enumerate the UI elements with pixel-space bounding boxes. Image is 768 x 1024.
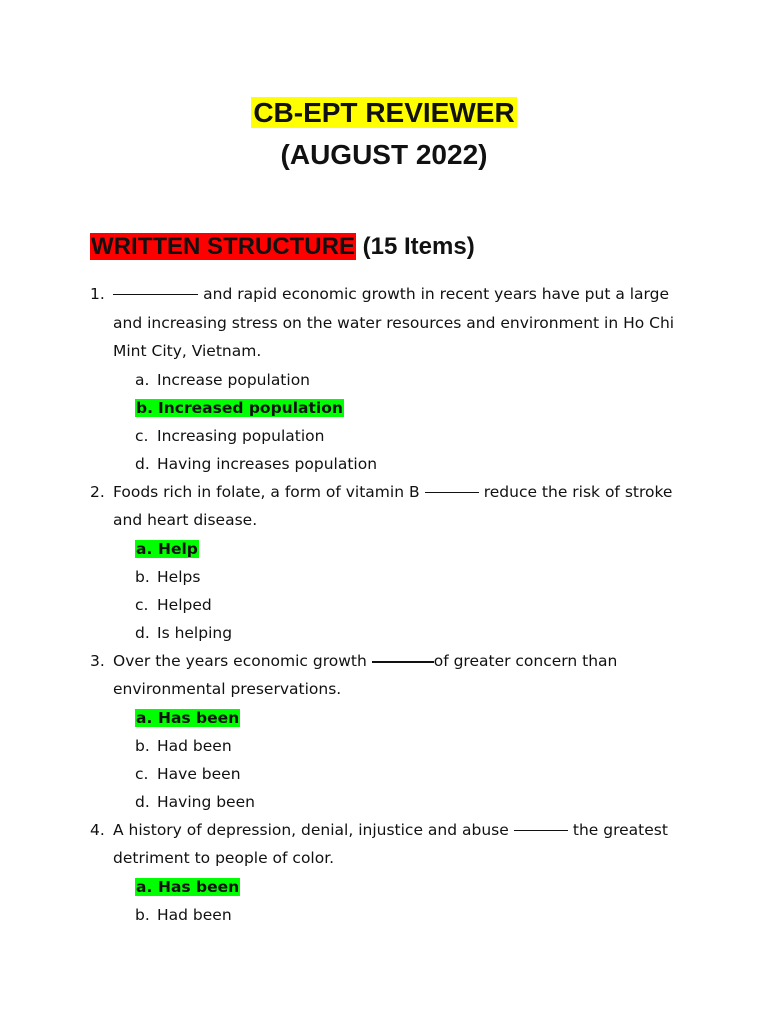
option-letter: d.: [135, 454, 150, 473]
document-title: CB-EPT REVIEWER: [253, 97, 515, 128]
option-text: Is helping: [157, 623, 233, 642]
option-content: [135, 765, 241, 783]
option-letter: c.: [135, 595, 149, 614]
option-text: Having been: [157, 792, 255, 811]
option-content: [135, 793, 255, 811]
correct-option: [135, 394, 690, 422]
option-content: [135, 624, 232, 642]
answer-option: [135, 422, 690, 450]
answer-option: [135, 366, 690, 394]
option-text: Increase population: [157, 370, 311, 389]
option-letter: b.: [135, 905, 150, 924]
option-content: [135, 371, 310, 389]
option-text: Helped: [157, 595, 212, 614]
answer-option: [135, 732, 690, 760]
title-line: [0, 92, 768, 134]
option-letter: d.: [135, 623, 150, 642]
option-content: [135, 568, 200, 586]
option-content: [135, 596, 212, 614]
section-heading: [90, 226, 475, 268]
question-text: [113, 816, 690, 873]
option-letter: b.: [135, 736, 150, 755]
answer-option: [135, 591, 690, 619]
question-text: [113, 478, 690, 535]
option-content: [135, 540, 199, 558]
option-letter: b.: [136, 398, 153, 417]
option-content: [135, 737, 232, 755]
option-content: [135, 878, 240, 896]
question-text-after: reduce the risk of stroke and heart disease.: [113, 482, 673, 529]
option-list: [90, 873, 690, 929]
option-letter: a.: [136, 539, 153, 558]
section-label: WRITTEN STRUCTURE: [91, 233, 355, 260]
question-item: [90, 816, 690, 929]
question-text-after: of greater concern than environmental preservations.: [113, 651, 618, 698]
option-list: [90, 535, 690, 647]
answer-option: [135, 760, 690, 788]
option-content: [135, 906, 232, 924]
correct-option: [135, 704, 690, 732]
document-subtitle: (AUGUST 2022): [280, 139, 488, 170]
section-item-count: (15 Items): [355, 233, 475, 260]
question-item: [90, 478, 690, 647]
question-text-before: Over the years economic growth: [113, 651, 372, 670]
question-number: 4.: [90, 820, 105, 839]
option-text: Have been: [157, 764, 241, 783]
answer-option: [135, 450, 690, 478]
option-text: Had been: [157, 736, 232, 755]
answer-option: [135, 619, 690, 647]
question-text: [113, 647, 690, 704]
document-header: [0, 92, 768, 176]
question-number: 2.: [90, 482, 105, 501]
option-letter: c.: [135, 764, 149, 783]
option-content: [135, 709, 240, 727]
option-text: Increasing population: [157, 426, 325, 445]
question-list: [90, 280, 690, 929]
answer-blank: [372, 647, 434, 663]
question-text-after: the greatest detriment to people of color.: [113, 820, 668, 867]
option-letter: c.: [135, 426, 149, 445]
answer-blank: [113, 280, 198, 295]
question-item: [90, 280, 690, 478]
option-content: [135, 399, 344, 417]
option-text: Having increases population: [157, 454, 378, 473]
option-content: [135, 455, 377, 473]
answer-blank: [425, 478, 479, 493]
option-letter: b.: [135, 567, 150, 586]
question-text-before: Foods rich in folate, a form of vitamin B: [113, 482, 425, 501]
answer-option: [135, 563, 690, 591]
option-text: Increased population: [158, 398, 343, 417]
answer-option: [135, 901, 690, 929]
correct-option: [135, 535, 690, 563]
option-letter: a.: [135, 370, 150, 389]
option-letter: a.: [136, 708, 153, 727]
correct-option: [135, 873, 690, 901]
option-list: [90, 366, 690, 478]
option-text: Has been: [158, 708, 240, 727]
question-text: [113, 280, 690, 366]
answer-option: [135, 788, 690, 816]
option-text: Helps: [157, 567, 201, 586]
option-text: Help: [158, 539, 198, 558]
option-letter: d.: [135, 792, 150, 811]
option-text: Had been: [157, 905, 232, 924]
question-text-after: and rapid economic growth in recent years have put a large and increasing stress on the water resources and environment in Ho Chi Mint City, Vietnam.: [113, 285, 675, 360]
option-text: Has been: [158, 877, 240, 896]
question-text-before: A history of depression, denial, injustice and abuse: [113, 820, 514, 839]
question-number: 1.: [90, 285, 105, 303]
question-item: [90, 647, 690, 816]
option-content: [135, 427, 324, 445]
option-list: [90, 704, 690, 816]
answer-blank: [514, 816, 568, 831]
option-letter: a.: [136, 877, 153, 896]
question-number: 3.: [90, 651, 105, 670]
